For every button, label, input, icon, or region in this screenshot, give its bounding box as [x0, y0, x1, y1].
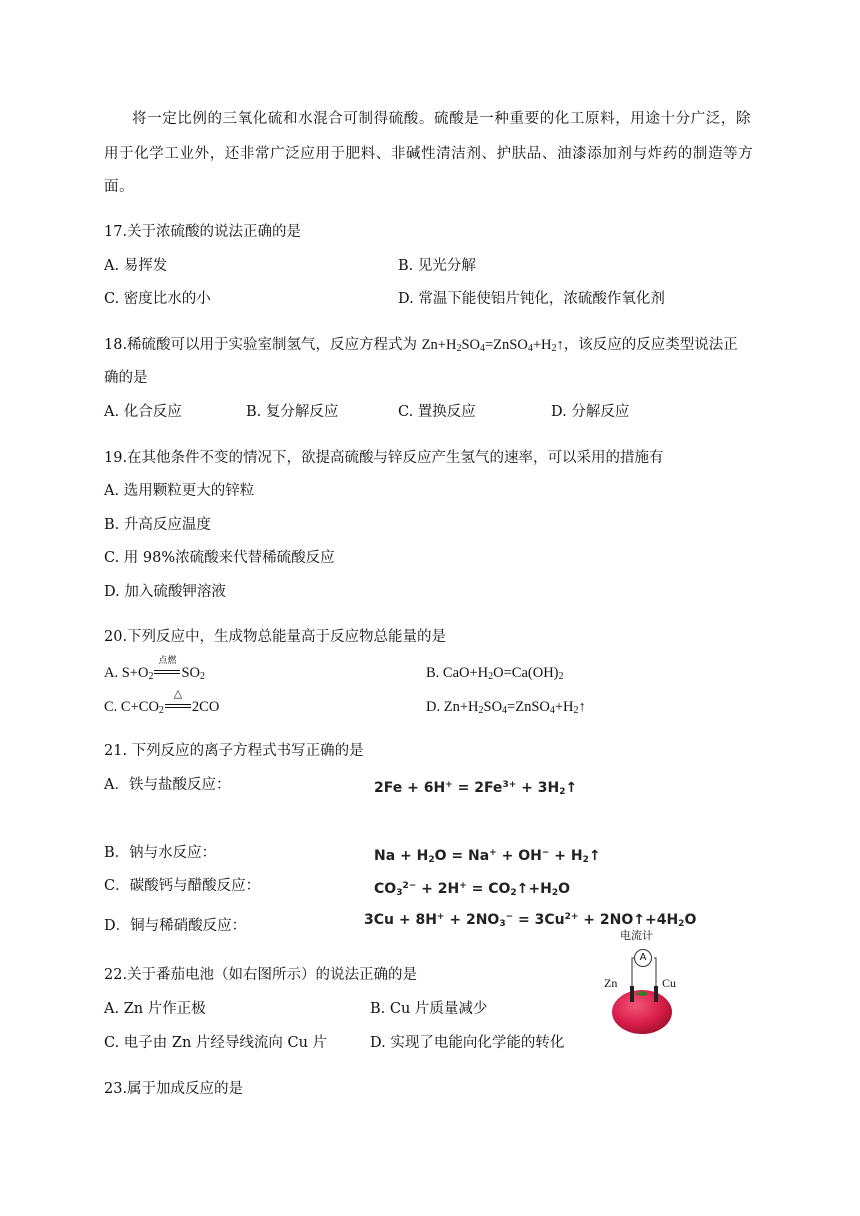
q22-stem: 22.关于番茄电池（如右图所示）的说法正确的是 — [104, 967, 418, 983]
ignite-label: 点燃 — [158, 655, 177, 665]
q17-option-a: A. 易挥发 — [104, 258, 168, 274]
q18-stem-prefix: 18.稀硫酸可以用于实验室制氢气，反应方程式为 — [104, 337, 422, 353]
ignite-condition — [154, 655, 180, 682]
q22-option-a: A. Zn 片作正极 — [104, 1001, 206, 1017]
heat-condition — [165, 688, 191, 716]
cu-electrode-icon — [654, 986, 658, 1002]
q18-option-b: B. 复分解反应 — [246, 404, 339, 420]
tomato-battery-figure — [596, 928, 692, 1038]
q19-option-c: C. 用 98%浓硫酸来代替稀硫酸反应 — [104, 550, 335, 566]
q18-option-d: D. 分解反应 — [551, 404, 630, 420]
zn-label: Zn — [604, 976, 618, 990]
zn-electrode-icon — [630, 986, 634, 1002]
q19-stem: 19.在其他条件不变的情况下，欲提高硫酸与锌反应产生氢气的速率，可以采用的措施有 — [104, 450, 664, 466]
q20-option-c: C. $C+CO_2$ △ 2CO — [104, 688, 220, 716]
q17-stem: 17.关于浓硫酸的说法正确的是 — [104, 224, 302, 240]
intro-line-2: 用于化学工业外，还非常广泛应用于肥料、非碱性清洁剂、护肤品、油漆添加剂与炸药的制造等方 — [104, 146, 754, 162]
q21-stem: 21. 下列反应的离子方程式书写正确的是 — [104, 743, 364, 759]
q22-option-d: D. 实现了电能向化学能的转化 — [370, 1035, 565, 1051]
q18-stem-line-1 — [104, 336, 738, 354]
meter-label: 电流计 — [620, 929, 653, 942]
q17-option-b: B. 见光分解 — [398, 258, 476, 274]
tomato-icon — [612, 990, 672, 1034]
cu-label: Cu — [662, 976, 677, 990]
ammeter-icon: A — [634, 949, 652, 967]
q18-option-c: C. 置换反应 — [398, 404, 476, 420]
q21-equation-d: $3Cu + 8H^+ + 2NO_3^- = 3Cu^{2+}$ + $2NO↑+4H_2O$ — [364, 912, 697, 929]
q21-option-d: D．铜与稀硝酸反应： — [104, 918, 247, 934]
intro-line-1: 将一定比例的三氧化硫和水混合可制得硫酸。硫酸是一种重要的化工原料，用途十分广泛，除 — [132, 111, 752, 127]
q19-option-d: D. 加入硫酸钾溶液 — [104, 584, 226, 600]
q18-option-a: A. 化合反应 — [104, 404, 182, 420]
heat-label: △ — [173, 688, 183, 700]
q20-stem: 20.下列反应中，生成物总能量高于反应物总能量的是 — [104, 629, 447, 645]
q17-option-d: D. 常温下能使铝片钝化，浓硫酸作氧化剂 — [398, 291, 665, 307]
q21-equation-a: $2Fe + 6H^+ = 2Fe^{3+}$ + $3H_2↑$ — [374, 780, 578, 797]
q18-stem-suffix: ，该反应的反应类型说法正 — [563, 337, 738, 353]
q21-option-b: B．钠与水反应： — [104, 845, 217, 861]
q20-option-c-prefix: C. — [104, 699, 118, 715]
q19-option-a: A. 选用颗粒更大的锌粒 — [104, 483, 255, 499]
q21-option-a: A．铁与盐酸反应： — [104, 777, 231, 793]
q18-stem-line-2: 确的是 — [104, 370, 148, 386]
q21-equation-c: $CO_3^{2-} + 2H^+$ = $CO_2↑+H_2O$ — [374, 881, 571, 898]
q20-option-a-prefix: A. — [104, 665, 119, 681]
q22-option-c: C. 电子由 Zn 片经导线流向 Cu 片 — [104, 1035, 328, 1051]
q20-option-d-prefix: D. — [426, 699, 441, 715]
q21-option-c: C．碳酸钙与醋酸反应： — [104, 878, 261, 894]
q22-option-b: B. Cu 片质量减少 — [370, 1001, 488, 1017]
q20-option-d: D. $Zn+H_2SO_4=ZnSO_4+H_2↑$ — [426, 699, 586, 716]
q20-option-b-prefix: B. — [426, 665, 440, 681]
q21-equation-b: $Na + H_2O = Na^+ + OH^-$ + $H_2↑$ — [374, 848, 601, 865]
q23-stem: 23.属于加成反应的是 — [104, 1081, 244, 1097]
q17-option-c: C. 密度比水的小 — [104, 291, 211, 307]
q20-option-a: A. $S+O_2$ 点燃 $SO_2$ — [104, 655, 205, 682]
q18-equation: $Zn+H_2SO_4=ZnSO_4+H_2↑$ — [421, 337, 564, 354]
q20-option-b: B. $CaO+H_2O=Ca(OH)_2$ — [426, 665, 564, 682]
q19-option-b: B. 升高反应温度 — [104, 517, 211, 533]
intro-line-3: 面。 — [104, 179, 135, 195]
